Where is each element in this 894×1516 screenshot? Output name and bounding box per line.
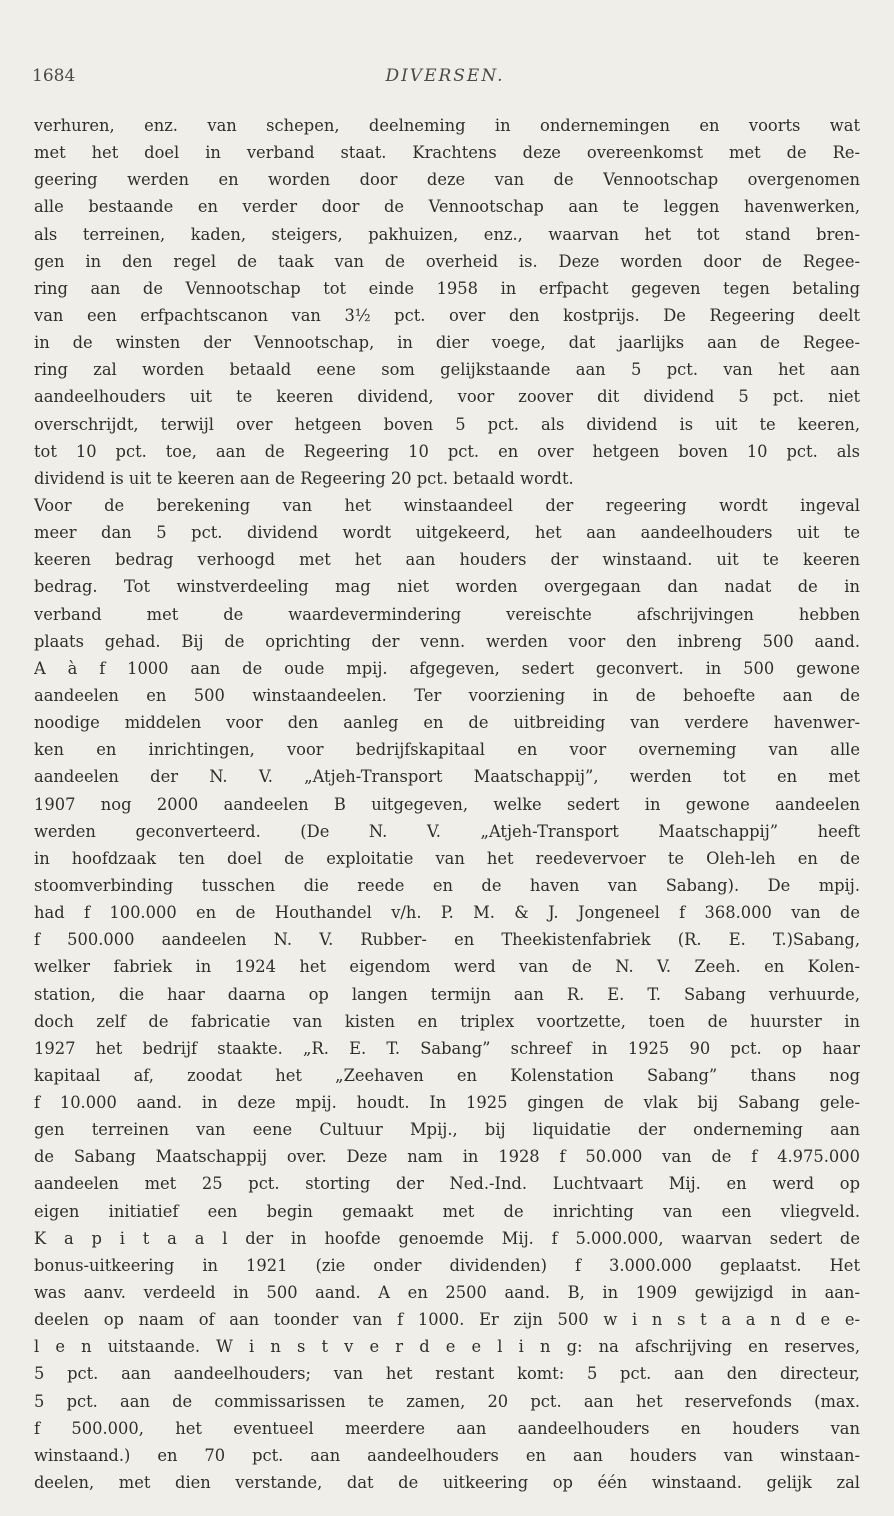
text-line: K a p i t a a l der in hoofde genoemde Mij. f 5.000.000, waarvan sedert de bbox=[34, 1228, 860, 1248]
text-line: aandeelen met 25 pct. storting der Ned.-Ind. Luchtvaart Mij. en werd op bbox=[34, 1174, 860, 1194]
text-line: 1907 nog 2000 aandeelen B uitgegeven, welke sedert in gewone aandeelen bbox=[34, 794, 860, 814]
text-line: doch zelf de fabricatie van kisten en triplex voortzette, toen de huurster in bbox=[34, 1011, 860, 1031]
text-line: station, die haar daarna op langen termijn aan R. E. T. Sabang verhuurde, bbox=[34, 984, 860, 1004]
text-line: winstaand.) en 70 pct. aan aandeelhouders en aan houders van winstaan- bbox=[34, 1445, 860, 1465]
text-line: in de winsten der Vennootschap, in dier voege, dat jaarlijks aan de Regee- bbox=[34, 333, 860, 353]
text-line: had f 100.000 en de Houthandel v/h. P. M. & J. Jongeneel f 368.000 van de bbox=[34, 903, 860, 923]
text-line: de Sabang Maatschappij over. Deze nam in 1928 f 50.000 van de f 4.975.000 bbox=[34, 1147, 860, 1167]
text-line: kapitaal af, zoodat het „Zeehaven en Kolenstation Sabang” thans nog bbox=[34, 1065, 860, 1085]
text-line: bedrag. Tot winstverdeeling mag niet worden overgegaan dan nadat de in bbox=[34, 577, 860, 597]
text-line: gen terreinen van eene Cultuur Mpij., bij liquidatie der onderneming aan bbox=[34, 1120, 860, 1140]
text-line: noodige middelen voor den aanleg en de uitbreiding van verdere havenwer- bbox=[34, 713, 860, 733]
body-text bbox=[34, 112, 860, 1496]
text-line: alle bestaande en verder door de Vennootschap aan te leggen havenwerken, bbox=[34, 197, 860, 217]
text-line: geering werden en worden door deze van de Vennootschap overgenomen bbox=[34, 170, 860, 190]
text-line: 1927 het bedrijf staakte. „R. E. T. Sabang” schreef in 1925 90 pct. op haar bbox=[34, 1038, 860, 1058]
text-line: meer dan 5 pct. dividend wordt uitgekeerd, het aan aandeelhouders uit te bbox=[34, 523, 860, 543]
text-line: aandeelen der N. V. „Atjeh-Transport Maatschappij”, werden tot en met bbox=[34, 767, 860, 787]
text-line: dividend is uit te keeren aan de Regeering 20 pct. betaald wordt. bbox=[34, 468, 574, 488]
text-line: f 500.000, het eventueel meerdere aan aandeelhouders en houders van bbox=[34, 1418, 860, 1438]
text-line: met het doel in verband staat. Krachtens deze overeenkomst met de Re- bbox=[34, 143, 860, 163]
text-line: Voor de berekening van het winstaandeel der regeering wordt ingeval bbox=[34, 495, 860, 515]
text-line: deelen, met dien verstande, dat de uitkeering op één winstaand. gelijk zal bbox=[34, 1473, 860, 1493]
text-line: gen in den regel de taak van de overheid is. Deze worden door de Regee- bbox=[34, 251, 860, 271]
text-line: tot 10 pct. toe, aan de Regeering 10 pct. en over hetgeen boven 10 pct. als bbox=[34, 441, 860, 461]
text-line: verband met de waardevermindering vereischte afschrijvingen hebben bbox=[34, 604, 860, 624]
page-header bbox=[32, 66, 858, 94]
text-line: aandeelen en 500 winstaandeelen. Ter voorziening in de behoefte aan de bbox=[34, 685, 860, 705]
text-line: ken en inrichtingen, voor bedrijfskapitaal en voor overneming van alle bbox=[34, 740, 860, 760]
text-line: van een erfpachtscanon van 3½ pct. over den kostprijs. De Regeering deelt bbox=[34, 305, 860, 325]
text-line: eigen initiatief een begin gemaakt met de inrichting van een vliegveld. bbox=[34, 1201, 860, 1221]
text-line: A à f 1000 aan de oude mpij. afgegeven, sedert geconvert. in 500 gewone bbox=[34, 658, 860, 678]
text-line: als terreinen, kaden, steigers, pakhuizen, enz., waarvan het tot stand bren- bbox=[34, 224, 860, 244]
text-line: in hoofdzaak ten doel de exploitatie van het reedevervoer te Oleh-leh en de bbox=[34, 848, 860, 868]
running-title: DIVERSEN. bbox=[385, 66, 505, 86]
text-line: f 500.000 aandeelen N. V. Rubber- en Theekistenfabriek (R. E. T.)Sabang, bbox=[34, 930, 860, 950]
text-line: keeren bedrag verhoogd met het aan houders der winstaand. uit te keeren bbox=[34, 550, 860, 570]
text-line: stoomverbinding tusschen die reede en de haven van Sabang). De mpij. bbox=[34, 875, 860, 895]
text-line: ring aan de Vennootschap tot einde 1958 in erfpacht gegeven tegen betaling bbox=[34, 278, 860, 298]
text-line: deelen op naam of aan toonder van f 1000. Er zijn 500 w i n s t a a n d e e- bbox=[34, 1310, 860, 1330]
text-line: werden geconverteerd. (De N. V. „Atjeh-Transport Maatschappij” heeft bbox=[34, 821, 860, 841]
text-line: welker fabriek in 1924 het eigendom werd van de N. V. Zeeh. en Kolen- bbox=[34, 957, 860, 977]
text-line: ring zal worden betaald eene som gelijkstaande aan 5 pct. van het aan bbox=[34, 360, 860, 380]
text-line: f 10.000 aand. in deze mpij. houdt. In 1925 gingen de vlak bij Sabang gele- bbox=[34, 1093, 860, 1113]
text-line: aandeelhouders uit te keeren dividend, voor zoover dit dividend 5 pct. niet bbox=[34, 387, 860, 407]
text-line: overschrijdt, terwijl over hetgeen boven 5 pct. als dividend is uit te keeren, bbox=[34, 414, 860, 434]
text-line: bonus-uitkeering in 1921 (zie onder dividenden) f 3.000.000 geplaatst. Het bbox=[34, 1255, 860, 1275]
page-number: 1684 bbox=[32, 66, 76, 86]
text-line: 5 pct. aan de commissarissen te zamen, 20 pct. aan het reservefonds (max. bbox=[34, 1391, 860, 1411]
text-line: was aanv. verdeeld in 500 aand. A en 2500 aand. B, in 1909 gewijzigd in aan- bbox=[34, 1283, 860, 1303]
text-line: plaats gehad. Bij de oprichting der venn. werden voor den inbreng 500 aand. bbox=[34, 631, 860, 651]
text-line: l e n uitstaande. W i n s t v e r d e e l i n g: na afschrijving en reserves, bbox=[34, 1337, 860, 1357]
text-line: verhuren, enz. van schepen, deelneming in ondernemingen en voorts wat bbox=[34, 116, 860, 135]
text-line: 5 pct. aan aandeelhouders; van het restant komt: 5 pct. aan den directeur, bbox=[34, 1364, 860, 1384]
